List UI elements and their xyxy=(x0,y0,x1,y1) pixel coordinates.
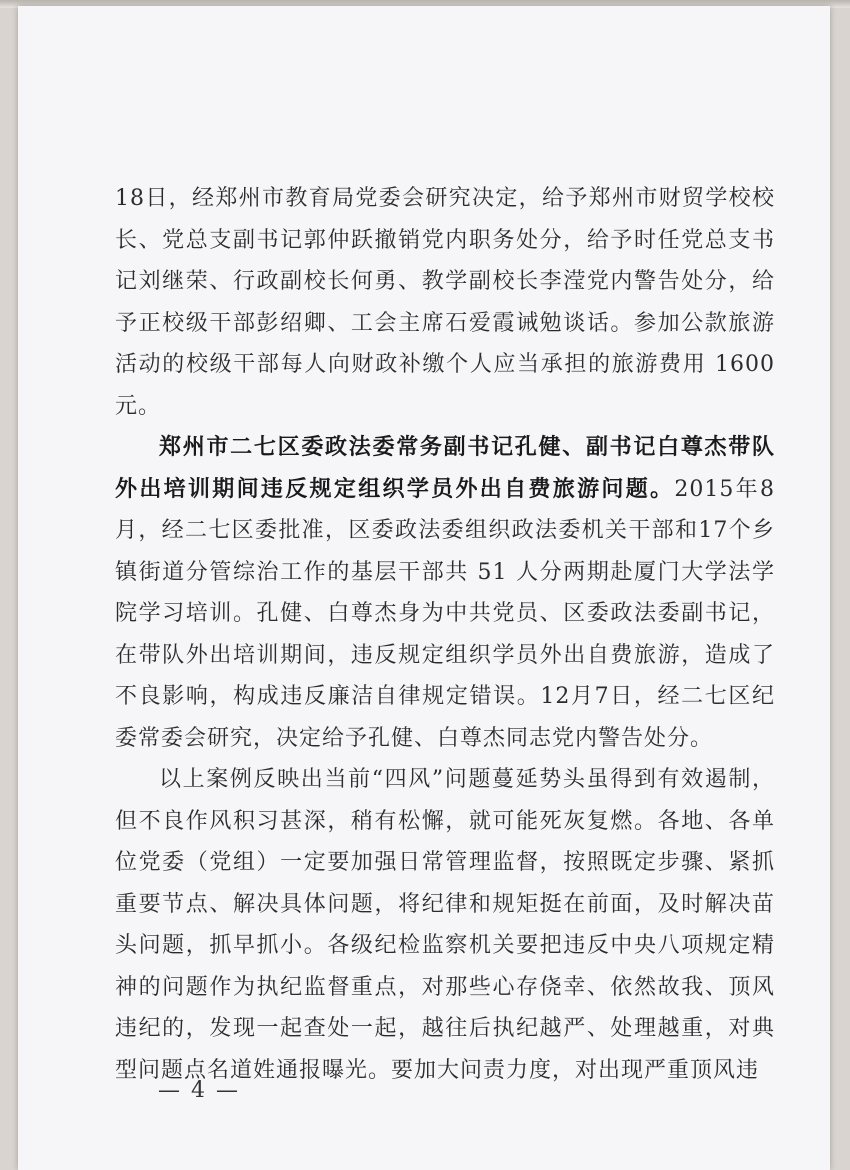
paragraph-1: 18日，经郑州市教育局党委会研究决定，给予郑州市财贸学校校长、党总支副书记郭仲跃撤销党内职务处分，给予时任党总支书记刘继荣、行政副校长何勇、教学副校长李滢党内警告处分，给予正校级干部彭绍卿、工会主席石爱霞诫勉谈话。参加公款旅游活动的校级干部每人向财政补缴个人应当承担的旅游费用 1600元。 xyxy=(115,186,775,419)
paragraph-3: 以上案例反映出当前“四风”问题蔓延势头虽得到有效遏制，但不良作风积习甚深，稍有松懈，就可能死灰复燃。各地、各单位党委（党组）一定要加强日常管理监督，按照既定步骤、紧抓重要节点、解决具体问题，将纪律和规矩挺在前面，及时解决苗头问题，抓早抓小。各级纪检监察机关要把违反中央八项规定精神的问题作为执纪监督重点，对那些心存侥幸、依然故我、顶风违纪的，发现一起查处一起，越往后执纪越严、处理越重，对典型问题点名道姓通报曝光。要加大问责力度，对出现严重顶风违 xyxy=(115,767,775,1083)
page-number: — 4 — xyxy=(158,1078,240,1103)
paragraph-2 xyxy=(115,427,775,759)
document-body xyxy=(115,178,775,1091)
paragraph-2-heading: 郑州市二七区委政法委常务副书记孔健、副书记白尊杰带队外出培训期间违反规定组织学员外出自费旅游问题。 xyxy=(115,434,775,502)
paragraph-2-body: 2015年8月，经二七区委批准，区委政法委组织政法委机关干部和17个乡镇街道分管综治工作的基层干部共 51 人分两期赴厦门大学法学院学习培训。孔健、白尊杰身为中共党员、区委政法委副书记，在带队外出培训期间，违反规定组织学员外出自费旅游，造成了不良影响，构成违反廉洁自律规定错误。12月7日，经二七区纪委常委会研究，决定给予孔健、白尊杰同志党内警告处分。 xyxy=(115,476,775,751)
